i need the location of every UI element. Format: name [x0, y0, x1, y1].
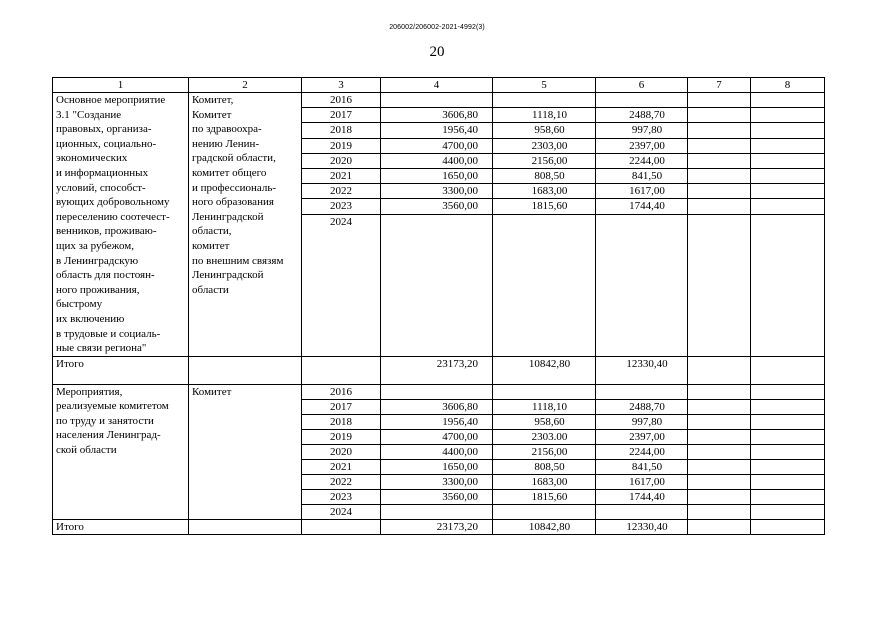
empty-cell-col8 [751, 356, 825, 384]
empty-cell-col7 [688, 138, 751, 153]
amount-cell-col6: 841,50 [596, 459, 688, 474]
activity-line: в Ленинградскую [56, 254, 139, 267]
empty-cell-col8 [751, 153, 825, 168]
year-cell: 2024 [302, 504, 381, 519]
amount-cell-col5: 1683,00 [493, 184, 596, 199]
empty-cell-col8 [751, 138, 825, 153]
amount-cell-col5: 1683,00 [493, 474, 596, 489]
amount-cell-col6: 1744,40 [596, 489, 688, 504]
amount-cell-col6: 2488,70 [596, 399, 688, 414]
total-amount-cell: 4700,00 [381, 429, 493, 444]
activity-text [56, 385, 185, 458]
empty-cell-col8 [751, 93, 825, 108]
header-row [53, 78, 825, 93]
activity-line: ской области [56, 444, 117, 457]
total-amount-cell: 3300,00 [381, 184, 493, 199]
empty-cell-col8 [751, 429, 825, 444]
header-cell: 3 [302, 78, 381, 93]
year-cell: 2018 [302, 414, 381, 429]
header-cell: 1 [53, 78, 189, 93]
year-cell: 2022 [302, 184, 381, 199]
document-id: 206002/206002-2021-4992(3) [389, 24, 485, 31]
amount-cell-col6: 2488,70 [596, 108, 688, 123]
total-amount-cell: 3560,00 [381, 489, 493, 504]
amount-cell-col6: 2397,00 [596, 429, 688, 444]
empty-cell-col8 [751, 489, 825, 504]
amount-cell-col6: 2244,00 [596, 444, 688, 459]
total-amount-cell: 4400,00 [381, 153, 493, 168]
activity-line: вующих добровольному [56, 196, 170, 209]
empty-cell [189, 519, 302, 534]
executor-line: ного образования [192, 196, 274, 209]
empty-cell-col7 [688, 199, 751, 214]
empty-cell-col8 [751, 399, 825, 414]
total-amount-cell: 1956,40 [381, 123, 493, 138]
empty-cell-col7 [688, 519, 751, 534]
executor-line: Комитет [192, 108, 232, 121]
header-cell: 8 [751, 78, 825, 93]
amount-cell-col5: 808,50 [493, 459, 596, 474]
empty-cell-col7 [688, 504, 751, 519]
activity-line: ционных, социально- [56, 137, 157, 150]
amount-cell-col5 [493, 214, 596, 356]
empty-cell-col7 [688, 489, 751, 504]
year-cell: 2016 [302, 93, 381, 108]
executor-line: Ленинградской [192, 269, 264, 282]
empty-cell-col7 [688, 474, 751, 489]
amount-cell-col5: 2156,00 [493, 444, 596, 459]
activity-line: ные связи региона" [56, 342, 147, 355]
page-number: 20 [429, 44, 445, 60]
empty-cell-col7 [688, 459, 751, 474]
empty-cell-col7 [688, 153, 751, 168]
activity-line: щих за рубежом, [56, 239, 134, 252]
activity-line: и информационных [56, 166, 149, 179]
amount-cell-col5: 958,60 [493, 123, 596, 138]
empty-cell-col7 [688, 214, 751, 356]
executor-line: Ленинградской [192, 210, 264, 223]
year-cell: 2019 [302, 138, 381, 153]
activity-line: 3.1 "Создание [56, 108, 122, 121]
executor-line: по здравоохра- [192, 123, 262, 136]
amount-cell-col6: 1617,00 [596, 184, 688, 199]
amount-cell-col5: 808,50 [493, 169, 596, 184]
year-cell: 2020 [302, 444, 381, 459]
total-amount-cell: 23173,20 [381, 356, 493, 384]
activity-line: быстрому [56, 298, 103, 311]
executor-cell [189, 384, 302, 519]
empty-cell-col7 [688, 108, 751, 123]
table-row [53, 93, 825, 108]
total-amount-cell [381, 214, 493, 356]
amount-cell-col6: 997,80 [596, 123, 688, 138]
year-cell: 2016 [302, 384, 381, 399]
empty-cell-col8 [751, 214, 825, 356]
activity-line: ного проживания, [56, 283, 140, 296]
header-cell: 2 [189, 78, 302, 93]
activity-line: область для постоян- [56, 269, 155, 282]
table-row [53, 384, 825, 399]
activity-line: условий, способст- [56, 181, 146, 194]
activity-line: реализуемые комитетом [56, 400, 169, 413]
total-amount-col5: 10842,80 [493, 519, 596, 534]
year-cell: 2019 [302, 429, 381, 444]
empty-cell-col7 [688, 184, 751, 199]
activity-line: переселению соотечест- [56, 210, 170, 223]
total-amount-cell: 1956,40 [381, 414, 493, 429]
empty-cell [302, 519, 381, 534]
amount-cell-col5: 1118,10 [493, 108, 596, 123]
empty-cell-col8 [751, 169, 825, 184]
empty-cell-col8 [751, 504, 825, 519]
year-cell: 2017 [302, 399, 381, 414]
amount-cell-col5: 958,60 [493, 414, 596, 429]
total-label: Итого [53, 356, 189, 384]
header-cell: 4 [381, 78, 493, 93]
amount-cell-col6: 1617,00 [596, 474, 688, 489]
year-cell: 2017 [302, 108, 381, 123]
year-cell: 2023 [302, 489, 381, 504]
empty-cell-col8 [751, 444, 825, 459]
total-amount-cell: 1650,00 [381, 169, 493, 184]
header-cell: 6 [596, 78, 688, 93]
empty-cell [302, 356, 381, 384]
empty-cell-col8 [751, 414, 825, 429]
year-cell: 2022 [302, 474, 381, 489]
amount-cell-col5 [493, 384, 596, 399]
amount-cell-col6: 2244,00 [596, 153, 688, 168]
total-amount-cell: 4700,00 [381, 138, 493, 153]
executor-text [192, 93, 298, 297]
activity-line: Основное мероприятие [56, 94, 166, 106]
header-cell: 5 [493, 78, 596, 93]
year-cell: 2021 [302, 169, 381, 184]
executor-line: комитет общего [192, 166, 267, 179]
empty-cell-col7 [688, 356, 751, 384]
activity-line: экономических [56, 152, 128, 165]
total-amount-col6: 12330,40 [596, 519, 688, 534]
executor-line: по внешним связям [192, 254, 284, 267]
executor-line: градской области, [192, 152, 276, 165]
year-cell: 2024 [302, 214, 381, 356]
amount-cell-col5 [493, 504, 596, 519]
empty-cell-col8 [751, 108, 825, 123]
executor-line: Комитет, [192, 94, 234, 106]
empty-cell-col7 [688, 414, 751, 429]
activity-line: по труду и занятости [56, 414, 154, 427]
total-amount-cell: 4400,00 [381, 444, 493, 459]
amount-cell-col6 [596, 504, 688, 519]
executor-line: нению Ленин- [192, 137, 260, 150]
activity-cell [53, 93, 189, 357]
total-amount-cell: 3300,00 [381, 474, 493, 489]
amount-cell-col6 [596, 93, 688, 108]
executor-line: и профессиональ- [192, 181, 276, 194]
empty-cell-col8 [751, 519, 825, 534]
amount-cell-col5: 2156,00 [493, 153, 596, 168]
total-amount-cell: 23173,20 [381, 519, 493, 534]
total-amount-cell: 1650,00 [381, 459, 493, 474]
executor-line: Комитет [192, 385, 232, 398]
executor-text [192, 385, 298, 400]
total-amount-col6: 12330,40 [596, 356, 688, 384]
executor-line: области [192, 283, 229, 296]
activity-line: их включению [56, 312, 125, 325]
empty-cell-col7 [688, 444, 751, 459]
executor-line: области, [192, 225, 232, 238]
amount-cell-col5: 1815,60 [493, 489, 596, 504]
empty-cell-col8 [751, 459, 825, 474]
empty-cell-col7 [688, 93, 751, 108]
executor-cell [189, 93, 302, 357]
total-amount-col5: 10842,80 [493, 356, 596, 384]
year-cell: 2021 [302, 459, 381, 474]
activity-line: правовых, организа- [56, 123, 152, 136]
executor-line: комитет [192, 239, 230, 252]
total-amount-cell: 3606,80 [381, 108, 493, 123]
amount-cell-col5: 1815,60 [493, 199, 596, 214]
empty-cell-col7 [688, 399, 751, 414]
header-cell: 7 [688, 78, 751, 93]
empty-cell-col8 [751, 384, 825, 399]
amount-cell-col6 [596, 214, 688, 356]
activity-line: Мероприятия, [56, 385, 123, 398]
empty-cell-col7 [688, 169, 751, 184]
total-label: Итого [53, 519, 189, 534]
funding-table [52, 77, 825, 535]
activity-text [56, 93, 185, 356]
year-cell: 2018 [302, 123, 381, 138]
total-amount-cell: 3560,00 [381, 199, 493, 214]
amount-cell-col5: 2303,00 [493, 138, 596, 153]
amount-cell-col6: 1744,40 [596, 199, 688, 214]
empty-cell-col8 [751, 184, 825, 199]
empty-cell-col7 [688, 429, 751, 444]
amount-cell-col6 [596, 384, 688, 399]
total-row [53, 356, 825, 384]
amount-cell-col6: 841,50 [596, 169, 688, 184]
amount-cell-col5 [493, 93, 596, 108]
activity-line: в трудовые и социаль- [56, 327, 161, 340]
year-cell: 2023 [302, 199, 381, 214]
empty-cell-col8 [751, 123, 825, 138]
total-amount-cell [381, 384, 493, 399]
total-amount-cell [381, 93, 493, 108]
activity-line: венников, проживаю- [56, 225, 157, 238]
empty-cell-col7 [688, 384, 751, 399]
activity-line: населения Ленинград- [56, 429, 161, 442]
total-amount-cell: 3606,80 [381, 399, 493, 414]
amount-cell-col6: 997,80 [596, 414, 688, 429]
empty-cell [189, 356, 302, 384]
empty-cell-col7 [688, 123, 751, 138]
empty-cell-col8 [751, 474, 825, 489]
amount-cell-col5: 1118,10 [493, 399, 596, 414]
activity-cell [53, 384, 189, 519]
amount-cell-col6: 2397,00 [596, 138, 688, 153]
amount-cell-col5: 2303.00 [493, 429, 596, 444]
year-cell: 2020 [302, 153, 381, 168]
empty-cell-col8 [751, 199, 825, 214]
total-row [53, 519, 825, 534]
total-amount-cell [381, 504, 493, 519]
